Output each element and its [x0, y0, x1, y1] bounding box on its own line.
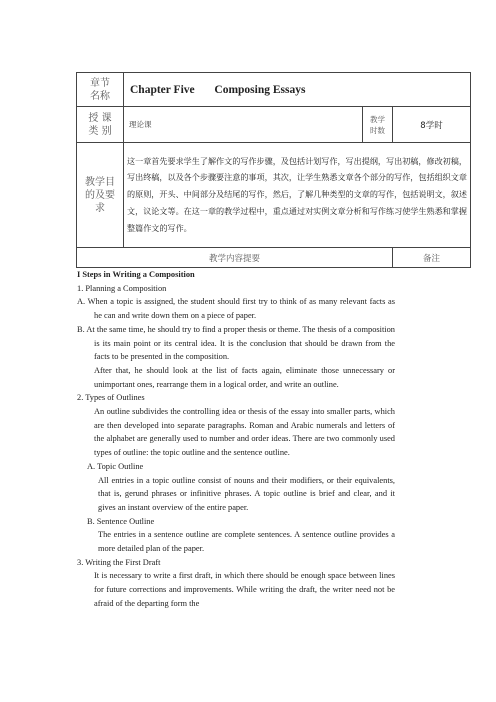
paragraph: After that, he should look at the list of facts again, eliminate those unnecessary or unimportant ones, rearrange them in a logical order, and write an outline. [94, 365, 395, 389]
objectives-label [77, 143, 124, 248]
item-heading: 3. Writing the First Draft [77, 557, 161, 567]
chapter-label-line1: 章节 [90, 77, 110, 89]
paragraph: All entries in a topic outline consist of nouns and their modifiers, or their equivalents, that is, gerund phrases or infinitive phrases. A topic outline is brief and clear, and it gives an instant overview of the entire paper. [98, 475, 395, 512]
chapter-label-line2: 名称 [90, 90, 110, 102]
content-header: 教学内容提要 [77, 248, 393, 268]
paragraph: An outline subdivides the controlling idea or thesis of the essay into smaller parts, which are then developed into separate paragraphs. Roman and Arabic numerals and letters of the alphabet are generally used to number and order ideas. There are two commonly used types of outline: the topic outline and the sentence outline. [94, 407, 395, 458]
course-type-value: 理论课 [124, 107, 363, 143]
chapter-title: Chapter Five [130, 83, 195, 96]
paragraph: It is necessary to write a first draft, in which there should be enough space between lines for future corrections and improvements. While writing the draft, the writer need not be afraid of the departing form the [94, 571, 395, 608]
section-heading: I Steps in Writing a Composition [77, 270, 195, 279]
item-heading: 1. Planning a Composition [77, 283, 167, 293]
objectives-label-line3: 求 [95, 202, 105, 214]
paragraph: The entries in a sentence outline are complete sentences. A sentence outline provides a more detailed plan of the paper. [98, 530, 395, 554]
paragraph: A. When a topic is assigned, the student should first try to think of as many relevant facts as he can and write down them on a piece of paper. [77, 297, 395, 321]
chapter-label [77, 73, 124, 107]
chapter-subtitle: Composing Essays [214, 83, 306, 96]
hours-label-line1: 教学 [370, 114, 385, 124]
content-body [77, 268, 395, 611]
course-type-label-line2: 类 别 [88, 125, 112, 137]
item-heading: 2. Types of Outlines [77, 393, 145, 403]
paragraph: B. At the same time, he should try to find a proper thesis or theme. The thesis of a composition is its main point or its central idea. It is the conclusion that should be drawn from the facts to be presented in the composition. [77, 324, 395, 362]
sub-heading: A. Topic Outline [87, 461, 144, 471]
sub-heading: B. Sentence Outline [87, 516, 155, 526]
objectives-label-line2: 的及要 [85, 189, 115, 201]
course-type-label [77, 107, 124, 143]
hours-label [363, 107, 393, 143]
chapter-title-cell [124, 73, 471, 107]
objectives-label-line1: 教学目 [85, 176, 115, 188]
objectives-text: 这一章首先要求学生了解作文的写作步骤，及包括计划写作，写出提纲，写出初稿，修改初稿，写出终稿，以及各个步骤要注意的事项，其次，让学生熟悉文章各个部分的写作，包括组织文章的原则，开头、中间部分及结尾的写作，然后，了解几种类型的文章的写作，包括说明文，叙述文，议论文等。在这一章的教学过程中，重点通过对实例文章分析和写作练习使学生熟悉和掌握整篇作文的写作。 [124, 143, 471, 248]
notes-header: 备注 [393, 248, 471, 268]
hours-label-line2: 时数 [370, 125, 385, 135]
course-type-label-line1: 授 课 [88, 112, 112, 124]
course-info-table [76, 72, 471, 268]
hours-value: 8学时 [393, 107, 471, 143]
